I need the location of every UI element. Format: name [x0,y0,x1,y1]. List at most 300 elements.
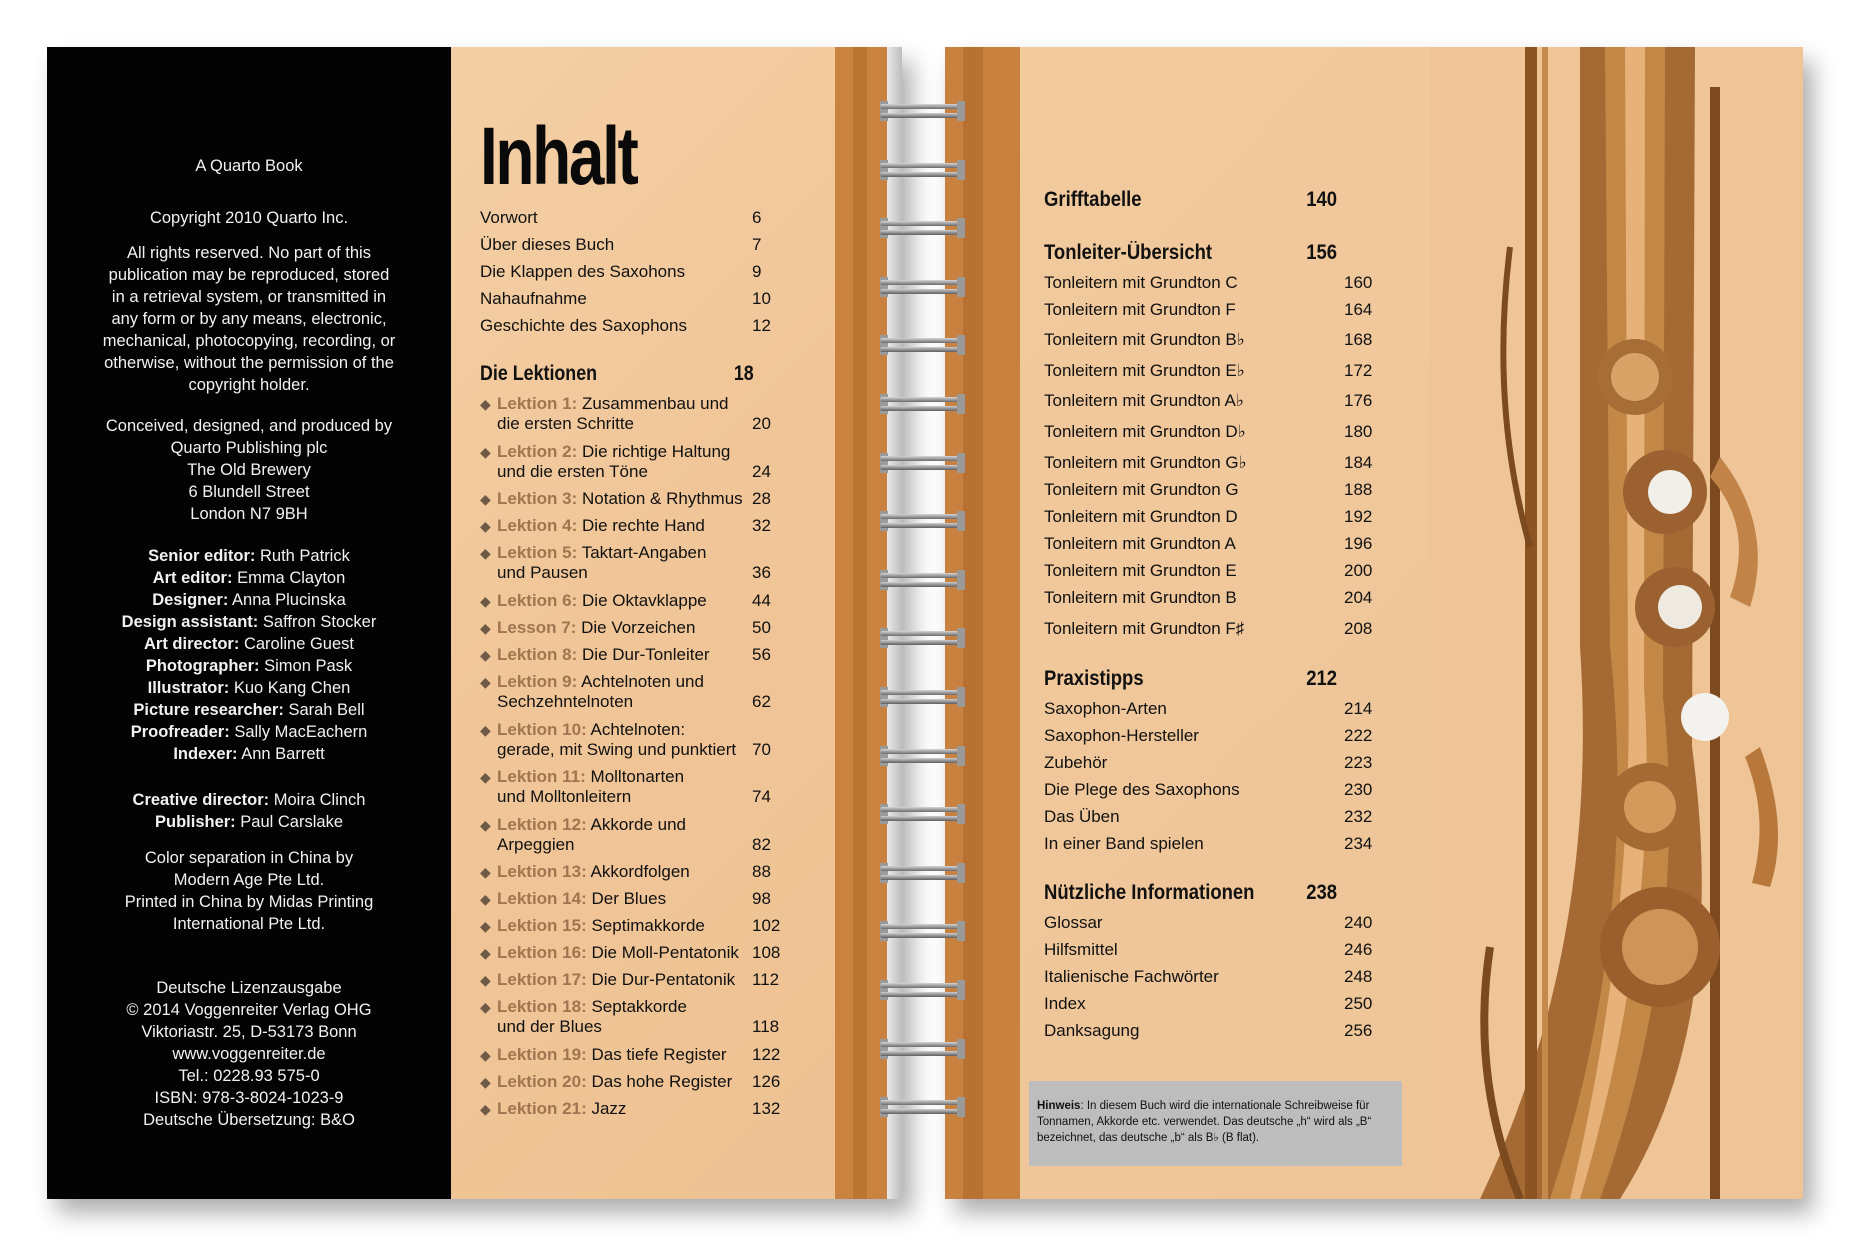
toc-entry[interactable] [1044,940,1377,960]
lesson-entry[interactable] [480,970,792,990]
credit-line [47,655,451,677]
coil-part [957,218,965,238]
page-number: 222 [1344,726,1373,745]
credit-role: Indexer: [173,745,238,763]
coil-part [957,687,965,707]
rights-block [47,242,451,396]
imprint-line: Quarto Publishing plc [170,439,328,457]
coil-part [880,113,965,118]
coil-part [880,699,965,704]
page-number: 74 [752,787,771,806]
lesson-entry[interactable] [480,720,792,760]
entry-title [480,1045,787,1065]
coil-part [957,453,965,473]
coil-part [957,921,965,941]
entry-title: Tonleitern mit Grundton B [1044,588,1237,607]
spiral-coil [880,394,965,416]
lesson-title: Molltonarten [585,767,685,786]
coil-part [957,863,965,883]
imprint-line: ISBN: 978-3-8024-1023-9 [154,1089,344,1107]
entry-title: Tonleitern mit Grundton E [1044,561,1237,580]
entry-title: Italienische Fachwörter [1044,967,1219,986]
lesson-entry[interactable] [480,767,792,807]
coil-part [880,1051,965,1056]
credits2-block [47,789,451,833]
page-number: 212 [1306,667,1338,690]
page-number: 248 [1344,967,1373,986]
page-number: 196 [1344,534,1373,553]
coil-part [880,230,965,235]
lesson-entry[interactable] [480,672,792,712]
spiral-coil [880,570,965,592]
entry-title [480,516,787,536]
entry-title: Saxophon-Arten [1044,699,1167,718]
coil-part [880,514,965,519]
page-number: 118 [752,1017,780,1036]
credit-name: Saffron Stocker [262,613,377,631]
page-number: 172 [1344,361,1373,380]
lesson-label: Lektion 9: [497,672,578,691]
coil-part [880,992,965,997]
entry-title [480,815,787,855]
lesson-title: Die Vorzeichen [576,618,696,637]
heading-text: Die Lektionen [480,362,598,385]
info-heading [1044,881,1337,905]
toc-entry[interactable] [480,289,792,309]
coil-part [957,570,965,590]
imprint-line: publication may be reproduced, stored [108,266,390,284]
coil-part [957,746,965,766]
toc-entry[interactable] [1044,726,1377,746]
coil-part [880,406,965,411]
page-number: 200 [1344,561,1373,580]
entry-title: Vorwort [480,208,538,227]
spiral-coil [880,277,965,299]
toc-entry[interactable] [1044,330,1377,350]
coil-part [880,924,965,929]
imprint-line: The Old Brewery [187,461,311,479]
page-number: 7 [752,235,762,254]
lesson-title: Die Dur-Pentatonik [586,970,736,989]
page-number: 36 [752,563,771,582]
lesson-title: Septakkorde [586,997,687,1016]
lesson-title: Achtelnoten: [586,720,686,739]
lesson-entry[interactable] [480,815,792,855]
lesson-label: Lektion 16: [497,943,587,962]
lesson-entry[interactable] [480,516,792,536]
coil-part [880,573,965,578]
entry-title: Hilfsmittel [1044,940,1118,959]
credit-name: Kuo Kang Chen [233,679,351,697]
imprint-line: Tel.: 0228.93 575-0 [178,1067,320,1085]
toc-entry[interactable] [1044,588,1377,608]
lesson-subtitle: die ersten Schritte [497,414,635,433]
entry-title: Nahaufnahme [480,289,587,308]
spiral-coil [880,1039,965,1061]
entry-title [480,1099,787,1119]
credit-name: Sally MacEachern [234,723,368,741]
lesson-entry[interactable] [480,442,792,482]
toc-entry[interactable] [1044,422,1377,442]
coil-part [957,277,965,297]
coil-part [880,465,965,470]
entry-title: Danksagung [1044,1021,1140,1040]
lesson-label: Lektion 19: [497,1045,587,1064]
entry-title [480,767,787,807]
imprint-line: mechanical, photocopying, recording, or [102,332,396,350]
page-number: 188 [1344,480,1373,499]
coil-part [880,631,965,636]
page-number: 56 [752,645,771,664]
spiral-coil [880,160,965,182]
printing-block [47,847,451,935]
credit-role: Design assistant: [121,613,259,631]
imprint-line: Deutsche Übersetzung: B&O [143,1111,355,1129]
imprint-line: any form or by any means, electronic, [111,310,387,328]
lesson-entry[interactable] [480,543,792,583]
entry-title: Geschichte des Saxophons [480,316,687,335]
page-number: 102 [752,916,781,935]
lesson-title: Das tiefe Register [586,1045,727,1064]
tonleiter-heading [1044,241,1337,265]
toc-entry[interactable] [1044,913,1377,933]
entry-title [480,591,787,611]
lesson-entry[interactable] [480,394,792,434]
imprint-line: Modern Age Pte Ltd. [173,871,325,889]
toc-entry[interactable] [1044,534,1377,554]
spine-texture-right-dark [963,47,983,1199]
entry-title: Tonleitern mit Grundton C [1044,273,1238,292]
page-number: 9 [752,262,762,281]
entry-title [480,916,787,936]
page-number: 208 [1344,619,1373,638]
page-number: 156 [1306,241,1338,264]
spiral-coil [880,687,965,709]
coil-part [957,335,965,355]
page-number: 184 [1344,453,1373,472]
lesson-title: Taktart-Angaben [577,543,707,562]
lesson-entry[interactable] [480,1099,792,1119]
page-number: 250 [1344,994,1373,1013]
lesson-title: Zusammenbau und [577,394,729,413]
coil-part [880,749,965,754]
coil-part [880,807,965,812]
credit-line [47,811,451,833]
lesson-label: Lektion 17: [497,970,587,989]
page-number: 246 [1344,940,1373,959]
lesson-subtitle: und der Blues [497,1017,602,1036]
page-number: 214 [1344,699,1373,718]
coil-part [880,582,965,587]
lesson-entry[interactable] [480,591,792,611]
entry-title [480,645,787,665]
spiral-coil [880,1097,965,1119]
credit-name: Simon Pask [264,657,353,675]
spiral-coil [880,863,965,885]
toc-entry[interactable] [1044,619,1377,639]
credit-role: Picture researcher: [133,701,284,719]
toc-entry[interactable] [1044,507,1377,527]
page-number: 160 [1344,273,1373,292]
heading-text: Tonleiter-Übersicht [1044,241,1213,264]
credit-name: Anna Plucinska [232,591,346,609]
quarto-line [47,155,451,177]
imprint-line: www.voggenreiter.de [172,1045,326,1063]
toc-entry[interactable] [480,235,792,255]
entry-title: Tonleitern mit Grundton F [1044,300,1236,319]
credit-name: Ruth Patrick [259,547,350,565]
lesson-label: Lektion 21: [497,1099,587,1118]
lesson-label: Lesson 7: [497,618,577,637]
lesson-label: Lektion 11: [497,767,586,786]
credits-block [47,545,451,765]
lesson-label: Lektion 13: [497,862,587,881]
lesson-title: Akkordfolgen [586,862,690,881]
lesson-title: Die rechte Hand [577,516,705,535]
coil-part [957,804,965,824]
coil-part [880,816,965,821]
entry-title: Tonleitern mit Grundton B♭ [1044,330,1245,349]
toc-entry[interactable] [480,262,792,282]
entry-title [480,394,787,434]
license-block [47,977,451,1131]
credit-line [47,589,451,611]
lesson-title: Die Oktavklappe [577,591,707,610]
lesson-entry[interactable] [480,618,792,638]
spiral-coil [880,804,965,826]
lesson-title: Die Moll-Pentatonik [586,943,739,962]
coil-part [957,628,965,648]
coil-part [957,394,965,414]
entry-title [480,618,787,638]
coil-part [957,101,965,121]
credit-line [47,743,451,765]
lesson-label: Lektion 12: [497,815,587,834]
lesson-title: Die Dur-Tonleiter [577,645,710,664]
spiral-coil [880,453,965,475]
imprint-line: All rights reserved. No part of this [127,244,371,262]
page-number: 28 [752,489,771,508]
toc-entry[interactable] [1044,453,1377,473]
lesson-subtitle: und Molltonleitern [497,787,632,806]
lesson-title: Septimakkorde [586,916,705,935]
page-number: 70 [752,740,771,759]
page-number: 126 [752,1072,781,1091]
toc-entry[interactable] [1044,480,1377,500]
producer-block [47,415,451,525]
page-number: 256 [1344,1021,1373,1040]
toc-entry[interactable] [1044,561,1377,581]
lesson-subtitle: gerade, mit Swing und punktiert [497,740,737,759]
page-number: 112 [752,970,780,989]
imprint-line: 6 Blundell Street [188,483,310,501]
lesson-label: Lektion 15: [497,916,587,935]
lesson-entry[interactable] [480,1045,792,1065]
page-number: 20 [752,414,771,433]
imprint-line: Color separation in China by [144,849,354,867]
toc-entry[interactable] [1044,699,1377,719]
toc-entry[interactable] [1044,300,1377,320]
entry-title: Die Klappen des Saxohons [480,262,686,281]
toc-entry[interactable] [1044,834,1377,854]
entry-title: Tonleitern mit Grundton D♭ [1044,422,1246,441]
coil-part [880,866,965,871]
coil-part [880,690,965,695]
page-number: 50 [752,618,771,637]
page-number: 88 [752,862,771,881]
page-number: 32 [752,516,771,535]
lesson-title: Die richtige Haltung [577,442,731,461]
credit-name: Emma Clayton [237,569,346,587]
imprint-line: Viktoriastr. 25, D-53173 Bonn [141,1023,357,1041]
entry-title [480,489,787,509]
toc-entry[interactable] [1044,753,1377,773]
page-number: 234 [1344,834,1373,853]
toc-entry[interactable] [1044,273,1377,293]
hint-box [1029,1081,1402,1166]
imprint-line: otherwise, without the permission of the [104,354,394,372]
toc-entry[interactable] [1044,967,1377,987]
page-number: 232 [1344,807,1373,826]
page-number: 140 [1306,188,1338,211]
entry-title [480,862,787,882]
credit-line [47,721,451,743]
imprint-line: copyright holder. [188,376,310,394]
credit-line [47,567,451,589]
lesson-subtitle: Arpeggien [497,835,575,854]
lesson-entry[interactable] [480,862,792,882]
entry-title: Tonleitern mit Grundton G♭ [1044,453,1247,472]
page-number: 18 [733,362,754,385]
credit-role: Senior editor: [148,547,256,565]
imprint-line: Deutsche Lizenzausgabe [156,979,342,997]
lesson-title: Akkorde und [586,815,686,834]
spiral-coil [880,101,965,123]
lesson-subtitle: und Pausen [497,563,588,582]
credit-line [47,699,451,721]
coil-part [880,163,965,168]
page-number: 176 [1344,391,1373,410]
entry-title: Tonleitern mit Grundton E♭ [1044,361,1245,380]
lesson-subtitle: Sechzehntelnoten [497,692,634,711]
quarto-text: A Quarto Book [195,157,303,175]
spiral-coil [880,628,965,650]
hint-text: : In diesem Buch wird die internationale Schreibweise für Tonnamen, Akkorde etc. verwendet. Das deutsche „h“ wird als „B“ bezeichnet, das deutsche „b“ als B♭ (B flat). [1037,1100,1372,1144]
page-number: 10 [752,289,771,308]
credit-role: Art editor: [152,569,233,587]
credit-line [47,789,451,811]
lesson-subtitle: und die ersten Töne [497,462,648,481]
entry-title: Tonleitern mit Grundton G [1044,480,1239,499]
toc-entry[interactable] [480,208,792,228]
copyright-text: Copyright 2010 Quarto Inc. [149,209,349,227]
toc-entry[interactable] [1044,361,1377,381]
lesson-entry[interactable] [480,489,792,509]
lesson-entry[interactable] [480,645,792,665]
entry-title [480,943,787,963]
coil-part [880,172,965,177]
spiral-coil [880,921,965,943]
entry-title: Glossar [1044,913,1103,932]
coil-part [880,640,965,645]
copyright-line [47,207,451,229]
lesson-title: Achtelnoten und [577,672,704,691]
entry-title [480,997,787,1037]
lesson-label: Lektion 6: [497,591,578,610]
coil-part [880,758,965,763]
lesson-title: Das hohe Register [586,1072,733,1091]
toc-entry[interactable] [1044,780,1377,800]
coil-part [957,1039,965,1059]
imprint-line: International Pte Ltd. [172,915,326,933]
entry-title: Tonleitern mit Grundton A♭ [1044,391,1244,410]
entry-title [480,442,787,482]
entry-title [480,970,787,990]
page-number: 223 [1344,753,1373,772]
lesson-entry[interactable] [480,997,792,1037]
entry-title: Zubehör [1044,753,1108,772]
entry-title: In einer Band spielen [1044,834,1204,853]
page-number: 230 [1344,780,1373,799]
entry-title [480,1072,787,1092]
lesson-entry[interactable] [480,916,792,936]
page-number: 98 [752,889,771,908]
toc-entry[interactable] [1044,994,1377,1014]
credit-name: Paul Carslake [240,813,343,831]
imprint-line: Conceived, designed, and produced by [105,417,393,435]
imprint-line: © 2014 Voggenreiter Verlag OHG [126,1001,372,1019]
grifftabelle-heading [1044,188,1337,212]
spiral-coil [880,511,965,533]
heading-text: Grifftabelle [1044,188,1142,211]
coil-part [880,1100,965,1105]
spiral-coil [880,218,965,240]
toc-entry[interactable] [1044,1021,1377,1041]
page-number: 62 [752,692,771,711]
spiral-coil [880,980,965,1002]
coil-part [880,280,965,285]
entry-title: Saxophon-Hersteller [1044,726,1199,745]
coil-part [880,456,965,461]
credit-name: Moira Clinch [273,791,366,809]
lesson-label: Lektion 14: [497,889,587,908]
lesson-entry[interactable] [480,943,792,963]
credit-name: Ann Barrett [241,745,325,763]
coil-part [880,347,965,352]
entry-title: Die Plege des Saxophons [1044,780,1240,799]
coil-part [880,397,965,402]
page-number: 6 [752,208,762,227]
toc-entry[interactable] [1044,391,1377,411]
coil-part [957,511,965,531]
entry-title: Tonleitern mit Grundton F♯ [1044,619,1245,638]
lesson-entry[interactable] [480,889,792,909]
credit-role: Illustrator: [147,679,230,697]
imprint-line: in a retrieval system, or transmitted in [111,288,387,306]
imprint-column [47,47,451,1199]
lektionen-heading [480,362,754,386]
credit-role: Designer: [152,591,229,609]
toc-entry[interactable] [480,316,792,336]
credit-line [47,545,451,567]
lesson-label: Lektion 18: [497,997,587,1016]
toc-title: Inhalt [480,111,637,202]
lesson-label: Lektion 20: [497,1072,587,1091]
credit-role: Proofreader: [130,723,230,741]
lesson-entry[interactable] [480,1072,792,1092]
toc-entry[interactable] [1044,807,1377,827]
page-number: 108 [752,943,781,962]
